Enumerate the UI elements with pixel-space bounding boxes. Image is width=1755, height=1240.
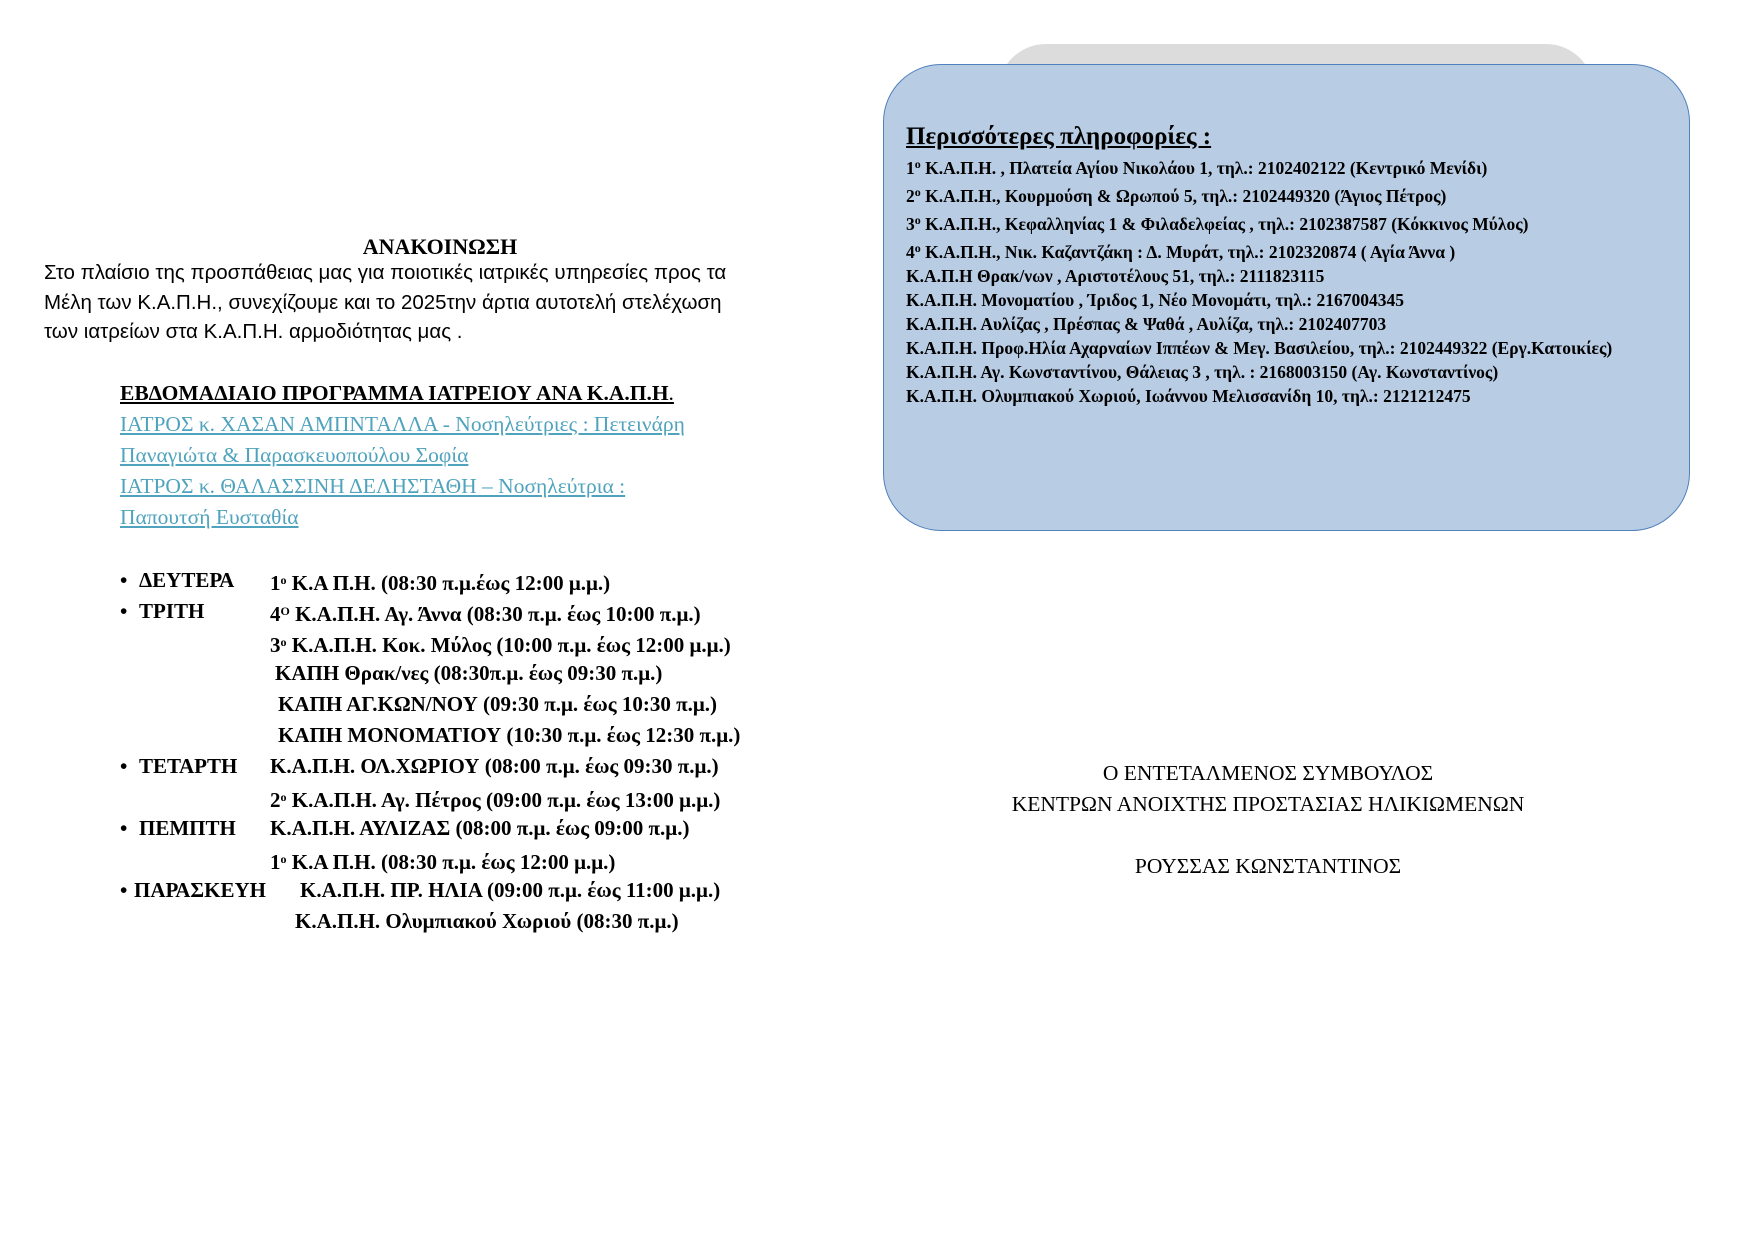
schedule-entry-ordinal: Ο — [280, 604, 290, 618]
announcement-line: Στο πλαίσιο της προσπάθειας μας για ποιοτικές ιατρικές υπηρεσίες προς τα — [44, 261, 727, 284]
signature-name: ΡΟΥΣΣΑΣ ΚΩΝΣΤΑΝΤΙΝΟΣ — [1134, 854, 1402, 878]
schedule-row — [120, 844, 860, 875]
schedule-entry-text: ΚΑΠΗ ΜΟΝΟΜΑΤΙΟΥ (10:30 π.μ. έως 12:30 π.μ.) — [278, 723, 741, 747]
info-line-ordinal: ο — [914, 213, 921, 227]
schedule-entry-text: Κ.Α Π.Η. (08:30 π.μ.έως 12:00 μ.μ.) — [286, 571, 611, 595]
schedule-entry — [295, 906, 679, 937]
schedule-entry-text: ΚΑΠΗ Θρακ/νες (08:30π.μ. έως 09:30 π.μ.) — [275, 661, 663, 685]
info-line-number: 3 — [906, 214, 915, 234]
schedule-entry — [270, 813, 689, 844]
schedule-entry — [270, 751, 719, 782]
schedule-entry — [270, 844, 615, 878]
schedule-row — [120, 627, 860, 658]
schedule-row — [120, 596, 860, 627]
bullet-icon: • — [120, 599, 128, 623]
schedule-entry-number: 1 — [270, 571, 281, 595]
announcement-line: Μέλη των Κ.Α.Π.Η., συνεχίζουμε και το 2025την άρτια αυτοτελή στελέχωση — [44, 290, 722, 314]
info-line-text: Κ.Α.Π.Η., Κεφαλληνίας 1 & Φιλαδελφείας , τηλ.: 2102387587 (Κόκκινος Μύλος) — [920, 214, 1529, 234]
schedule-entry-text: Κ.Α.Π.Η. Αγ. Πέτρος (09:00 π.μ. έως 13:00 μ.μ.) — [286, 788, 721, 812]
schedule-row — [120, 875, 860, 906]
schedule-row — [120, 782, 860, 813]
schedule-entry-text: Κ.Α.Π.Η. ΠΡ. ΗΛΙΑ (09:00 π.μ. έως 11:00 μ.μ.) — [300, 878, 721, 902]
schedule-entry — [300, 875, 720, 906]
schedule-entry — [275, 658, 662, 689]
schedule-row — [120, 658, 860, 689]
info-line-text: Κ.Α.Π.Η. Ολυμπιακού Χωριού, Ιωάννου Μελισσανίδη 10, τηλ.: 2121212475 — [906, 386, 1471, 406]
info-line-text: Κ.Α.Π.Η. Αγ. Κωνσταντίνου, Θάλειας 3 , τηλ. : 2168003150 (Αγ. Κωνσταντίνος) — [906, 362, 1499, 382]
schedule-entry-number: 4 — [270, 602, 281, 626]
schedule-entry-ordinal: ο — [280, 790, 287, 804]
schedule-row — [120, 720, 860, 751]
info-line — [906, 264, 1646, 288]
info-line-ordinal: ο — [914, 157, 921, 171]
info-line-text: Κ.Α.Π.Η Θρακ/νων , Αριστοτέλους 51, τηλ.: 2111823115 — [906, 266, 1325, 286]
schedule-row — [120, 689, 860, 720]
program-block — [120, 378, 840, 533]
schedule-entry-text: Κ.Α Π.Η. (08:30 π.μ. έως 12:00 μ.μ.) — [286, 850, 616, 874]
program-heading: ΕΒΔΟΜΑΔΙΑΙΟ ΠΡΟΓΡΑΜΜΑ ΙΑΤΡΕΙΟΥ ΑΝΑ Κ.Α.Π.Η. — [120, 381, 674, 405]
signature-spacer — [988, 820, 1548, 851]
schedule-entry — [270, 782, 720, 816]
schedule-day: ΠΑΡΑΣΚΕΥΗ — [134, 878, 266, 902]
schedule-entry-number: 2 — [270, 788, 281, 812]
schedule-entry-text: Κ.Α.Π.Η. ΟΛ.ΧΩΡΙΟΥ (08:00 π.μ. έως 09:30 π.μ.) — [270, 754, 719, 778]
info-line-number: 1 — [906, 158, 915, 178]
schedule-entry-text: ΚΑΠΗ ΑΓ.ΚΩΝ/ΝΟΥ (09:30 π.μ. έως 10:30 π.μ.) — [278, 692, 717, 716]
info-line — [906, 312, 1646, 336]
schedule-entry-text: Κ.Α.Π.Η. Αγ. Άννα (08:30 π.μ. έως 10:00 π.μ.) — [289, 602, 701, 626]
schedule-entry-number: 3 — [270, 633, 281, 657]
announcement-line: των ιατρείων στα Κ.Α.Π.Η. αρμοδιότητας μας . — [44, 320, 463, 343]
schedule-entry-ordinal: ο — [280, 852, 287, 866]
schedule-day: ΠΕΜΠΤΗ — [139, 816, 236, 840]
info-line-text: Κ.Α.Π.Η. Αυλίζας , Πρέσπας & Ψαθά , Αυλίζα, τηλ.: 2102407703 — [906, 314, 1387, 334]
info-line-text: Κ.Α.Π.Η., Νικ. Καζαντζάκη : Δ. Μυράτ, τηλ.: 2102320874 ( Αγία Άννα ) — [920, 242, 1456, 262]
schedule-entry — [270, 596, 701, 630]
info-line — [906, 336, 1646, 360]
info-line — [906, 152, 1646, 180]
bullet-icon: • — [120, 816, 128, 840]
info-line — [906, 384, 1646, 408]
schedule-row — [120, 751, 860, 782]
schedule-day: ΤΡΙΤΗ — [139, 599, 205, 623]
schedule-row — [120, 906, 860, 937]
schedule-entry — [278, 720, 740, 751]
info-line-ordinal: ο — [914, 241, 921, 255]
schedule-entry-ordinal: ο — [280, 635, 287, 649]
info-content — [906, 122, 1646, 408]
doctor-line[interactable]: Παπουτσή Ευσταθία — [120, 505, 299, 529]
announcement-title: ΑΝΑΚΟΙΝΩΣΗ — [362, 234, 518, 259]
info-line-number: 2 — [906, 186, 915, 206]
info-lines — [906, 152, 1646, 408]
schedule-day: ΤΕΤΑΡΤΗ — [139, 754, 238, 778]
doctor-line[interactable]: Παναγιώτα & Παρασκευοπούλου Σοφία — [120, 443, 469, 467]
info-line — [906, 236, 1646, 264]
schedule-entry — [270, 565, 610, 599]
schedule-entry-ordinal: ο — [280, 573, 287, 587]
weekly-schedule — [120, 565, 860, 937]
bullet-icon: • — [120, 568, 128, 592]
schedule-row — [120, 813, 860, 844]
info-line — [906, 180, 1646, 208]
bullet-icon: • — [120, 878, 128, 902]
schedule-row — [120, 565, 860, 596]
info-line — [906, 360, 1646, 384]
schedule-entry — [270, 627, 731, 661]
schedule-entry-number: 1 — [270, 850, 281, 874]
info-line-number: 4 — [906, 242, 915, 262]
signature-organization: ΚΕΝΤΡΩΝ ΑΝΟΙΧΤΗΣ ΠΡΟΣΤΑΣΙΑΣ ΗΛΙΚΙΩΜΕΝΩΝ — [1011, 792, 1525, 816]
schedule-day: ΔΕΥΤΕΡΑ — [139, 568, 235, 592]
info-line-ordinal: ο — [914, 185, 921, 199]
info-line-text: Κ.Α.Π.Η. Προφ.Ηλία Αχαρναίων Ιππέων & Μεγ. Βασιλείου, τηλ.: 2102449322 (Εργ.Κατοικίες) — [906, 338, 1613, 358]
bullet-icon: • — [120, 754, 128, 778]
info-line-text: Κ.Α.Π.Η., Κουρμούση & Ωρωπού 5, τηλ.: 2102449320 (Άγιος Πέτρος) — [920, 186, 1447, 206]
schedule-entry — [278, 689, 717, 720]
schedule-entry-text: Κ.Α.Π.Η. ΑΥΛΙΖΑΣ (08:00 π.μ. έως 09:00 π.μ.) — [270, 816, 690, 840]
signature-role: Ο ΕΝΤΕΤΑΛΜΕΝΟΣ ΣΥΜΒΟΥΛΟΣ — [1102, 761, 1434, 785]
doctor-line[interactable]: ΙΑΤΡΟΣ κ. ΧΑΣΑΝ ΑΜΠΝΤΑΛΛΑ - Νοσηλεύτριες : Πετεινάρη — [120, 412, 685, 436]
schedule-entry-text: Κ.Α.Π.Η. Ολυμπιακού Χωριού (08:30 π.μ.) — [295, 909, 679, 933]
info-line — [906, 208, 1646, 236]
doctor-line[interactable]: ΙΑΤΡΟΣ κ. ΘΑΛΑΣΣΙΝΗ ΔΕΛΗΣΤΑΘΗ – Νοσηλεύτρια : — [120, 474, 626, 498]
signature-block — [988, 758, 1548, 882]
info-line-text: Κ.Α.Π.Η. Μονοματίου , Ίριδος 1, Νέο Μονομάτι, τηλ.: 2167004345 — [906, 290, 1405, 310]
schedule-entry-text: Κ.Α.Π.Η. Κοκ. Μύλος (10:00 π.μ. έως 12:00 μ.μ.) — [286, 633, 731, 657]
info-line-text: Κ.Α.Π.Η. , Πλατεία Αγίου Νικολάου 1, τηλ.: 2102402122 (Κεντρικό Μενίδι) — [920, 158, 1488, 178]
info-line — [906, 288, 1646, 312]
info-title: Περισσότερες πληροφορίες : — [906, 123, 1212, 150]
announcement-body — [44, 258, 844, 347]
